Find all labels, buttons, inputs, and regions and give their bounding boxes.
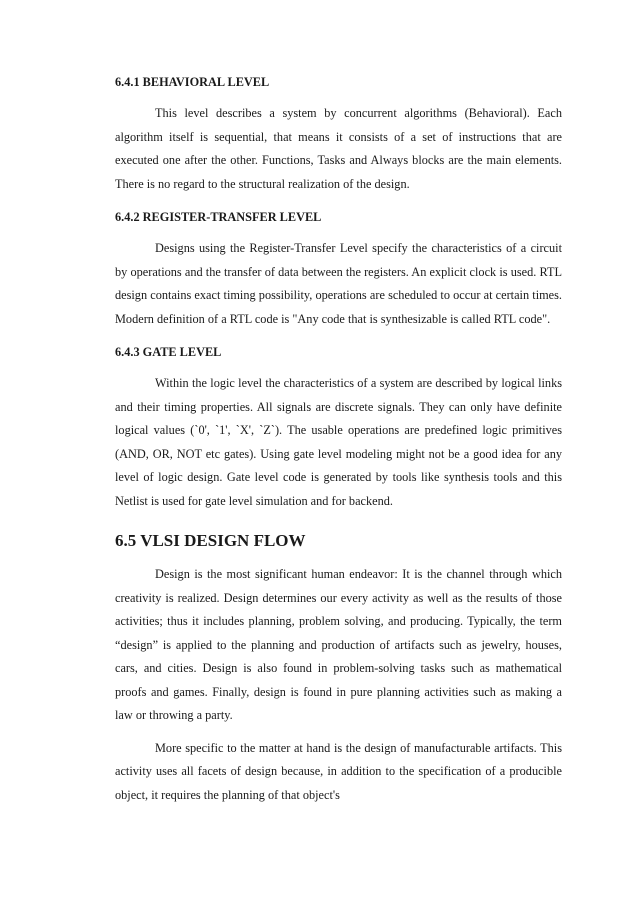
behavioral-level-paragraph: This level describes a system by concurrent algorithms (Behavioral). Each algorithm itself is sequential, that means it consists of a set of instructions that are executed one after the other. Functions, Tasks and Always blocks are the main elements. There is no regard to the structural realization of the design. xyxy=(115,106,562,191)
section-heading-gate-level: 6.4.3 GATE LEVEL xyxy=(115,345,222,359)
spacer xyxy=(115,728,562,737)
spacer xyxy=(115,94,562,102)
section-heading-register-transfer-level: 6.4.2 REGISTER-TRANSFER LEVEL xyxy=(115,210,322,224)
spacer xyxy=(115,331,562,340)
spacer xyxy=(115,196,562,205)
section-heading-behavioral-level: 6.4.1 BEHAVIORAL LEVEL xyxy=(115,75,270,89)
section-heading-vlsi-design-flow: 6.5 VLSI DESIGN FLOW xyxy=(115,531,306,550)
register-transfer-level-paragraph: Designs using the Register-Transfer Level specify the characteristics of a circuit by operations and the transfer of data between the registers. An explicit clock is used. RTL design contains exact timing possibility, operations are scheduled to occur at certain times. Modern definition of a RTL code is "Any code that is synthesizable is called RTL code". xyxy=(115,241,562,326)
spacer xyxy=(115,364,562,372)
vlsi-design-flow-paragraph-2: More specific to the matter at hand is the design of manufacturable artifacts. This activity uses all facets of design because, in addition to the specification of a producible object, it requires the planning of that object's xyxy=(115,740,562,802)
spacer xyxy=(115,513,562,527)
vlsi-design-flow-paragraph-1: Design is the most significant human endeavor: It is the channel through which creativity is realized. Design determines our every activity as well as the results of those activities; thus it includes planning, problem solving, and producing. Typically, the term “design” is applied to the planning and production of artifacts such as jewelry, houses, cars, and cities. Design is also found in problem-solving tasks such as mathematical proofs and games. Finally, design is found in pure planning activities such as making a law or throwing a party. xyxy=(115,567,562,722)
spacer xyxy=(115,229,562,237)
gate-level-paragraph: Within the logic level the characteristics of a system are described by logical links and their timing properties. All signals are discrete signals. They can only have definite logical values (`0', `1', `X', `Z`). The usable operations are predefined logic primitives (AND, OR, NOT etc gates). Using gate level modeling might not be a good idea for any level of logic design. Gate level code is generated by tools like synthesis tools and this Netlist is used for gate level simulation and for backend. xyxy=(115,376,562,508)
spacer xyxy=(115,555,562,563)
